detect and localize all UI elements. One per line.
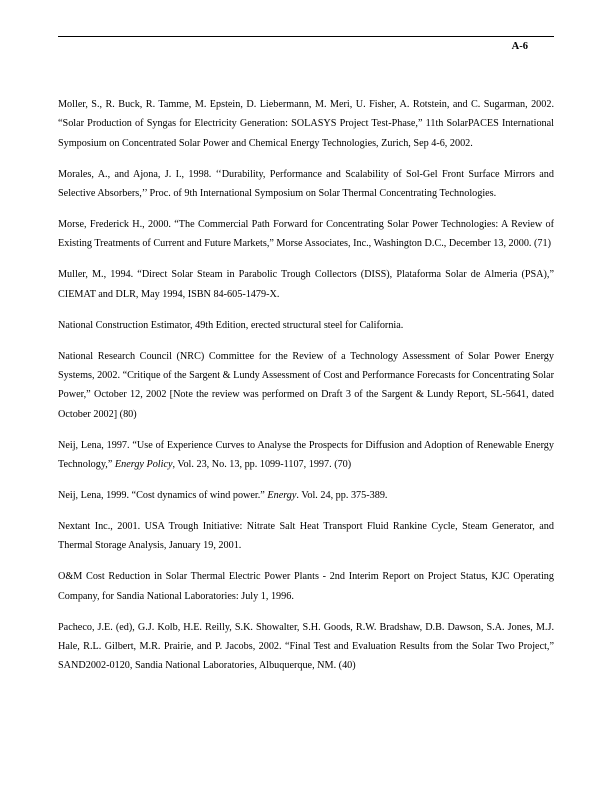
reference-text: National Research Council (NRC) Committee for the Review of a Technology Assessment of Solar Power Energy Systems, 2002. “Critique of the Sargent & Lundy Assessment of Cost and Performance Forecasts for Concentrating Solar Power,” October 12, 2002 [Note the review was performed on Draft 3 of the Sargent & Lundy Report, SL-5641, dated October 2002] (80) xyxy=(58,350,554,420)
reference-entry xyxy=(58,618,554,676)
reference-text: . Vol. 24, pp. 375-389. xyxy=(296,490,388,501)
journal-title: Energy xyxy=(267,490,297,501)
header-rule xyxy=(58,36,554,37)
reference-text: Pacheco, J.E. (ed), G.J. Kolb, H.E. Reilly, S.K. Showalter, S.H. Goods, R.W. Bradshaw, D.B. Dawson, S.A. Jones, M.J. Hale, R.L. Gilbert, M.R. Prairie, and P. Jacobs, 2002. “Final Test and Evaluation Results from the Solar Two Project,” SAND2002-0120, Sandia National Laboratories, Albuquerque, NM. (40) xyxy=(58,621,554,672)
reference-text: Morales, A., and Ajona, J. I., 1998. ‘‘Durability, Performance and Scalability of Sol-Gel Front Surface Mirrors and Selective Absorbers,’’ Proc. of 9th International Symposium on Solar Thermal Concentrating Technologies. xyxy=(58,168,554,200)
reference-entry xyxy=(58,436,554,475)
reference-list xyxy=(58,95,554,687)
reference-entry xyxy=(58,316,554,335)
reference-text: O&M Cost Reduction in Solar Thermal Electric Power Plants - 2nd Interim Report on Project Status, KJC Operating Company, for Sandia National Laboratories: July 1, 1996. xyxy=(58,571,554,602)
reference-text: Morse, Frederick H., 2000. “The Commercial Path Forward for Concentrating Solar Power Technologies: A Review of Existing Treatments of Current and Future Markets,” Morse Associates, Inc., Washington D.C., December 13, 2000. (71) xyxy=(58,219,554,250)
journal-title: Energy Policy xyxy=(114,459,173,471)
reference-text: Moller, S., R. Buck, R. Tamme, M. Epstein, D. Liebermann, M. Meri, U. Fisher, A. Rotstein, and C. Sugarman, 2002. “Solar Production of Syngas for Electricity Generation: SOLASYS Project Test-Phase,” 11th SolarPACES International Symposium on Concentrated Solar Power and Chemical Energy Technologies, Zurich, Sep 4-6, 2002. xyxy=(58,99,554,149)
reference-entry xyxy=(58,347,554,425)
reference-entry xyxy=(58,486,554,505)
reference-entry xyxy=(58,165,554,204)
reference-text: Nextant Inc., 2001. USA Trough Initiative: Nitrate Salt Heat Transport Fluid Rankine Cycle, Steam Generator, and Thermal Storage Analysis, January 19, 2001. xyxy=(58,520,554,552)
page-number: A-6 xyxy=(511,41,528,52)
reference-entry xyxy=(58,95,554,153)
reference-entry xyxy=(58,265,554,304)
reference-text: Muller, M., 1994. “Direct Solar Steam in Parabolic Trough Collectors (DISS), Plataforma Solar de Almeria (PSA),” CIEMAT and DLR, May 1994, ISBN 84-605-1479-X. xyxy=(58,269,554,300)
reference-text: National Construction Estimator, 49th Edition, erected structural steel for California. xyxy=(58,319,404,331)
reference-entry xyxy=(58,215,554,254)
reference-entry xyxy=(58,517,554,556)
reference-text: , Vol. 23, No. 13, pp. 1099-1107, 1997. (70) xyxy=(172,459,352,471)
reference-entry xyxy=(58,567,554,606)
reference-text: Neij, Lena, 1997. “Use of Experience Curves to Analyse the Prospects for Diffusion and Adoption of Renewable Energy Technology,” xyxy=(58,439,554,471)
reference-text: Neij, Lena, 1999. “Cost dynamics of wind power.” xyxy=(58,490,268,501)
